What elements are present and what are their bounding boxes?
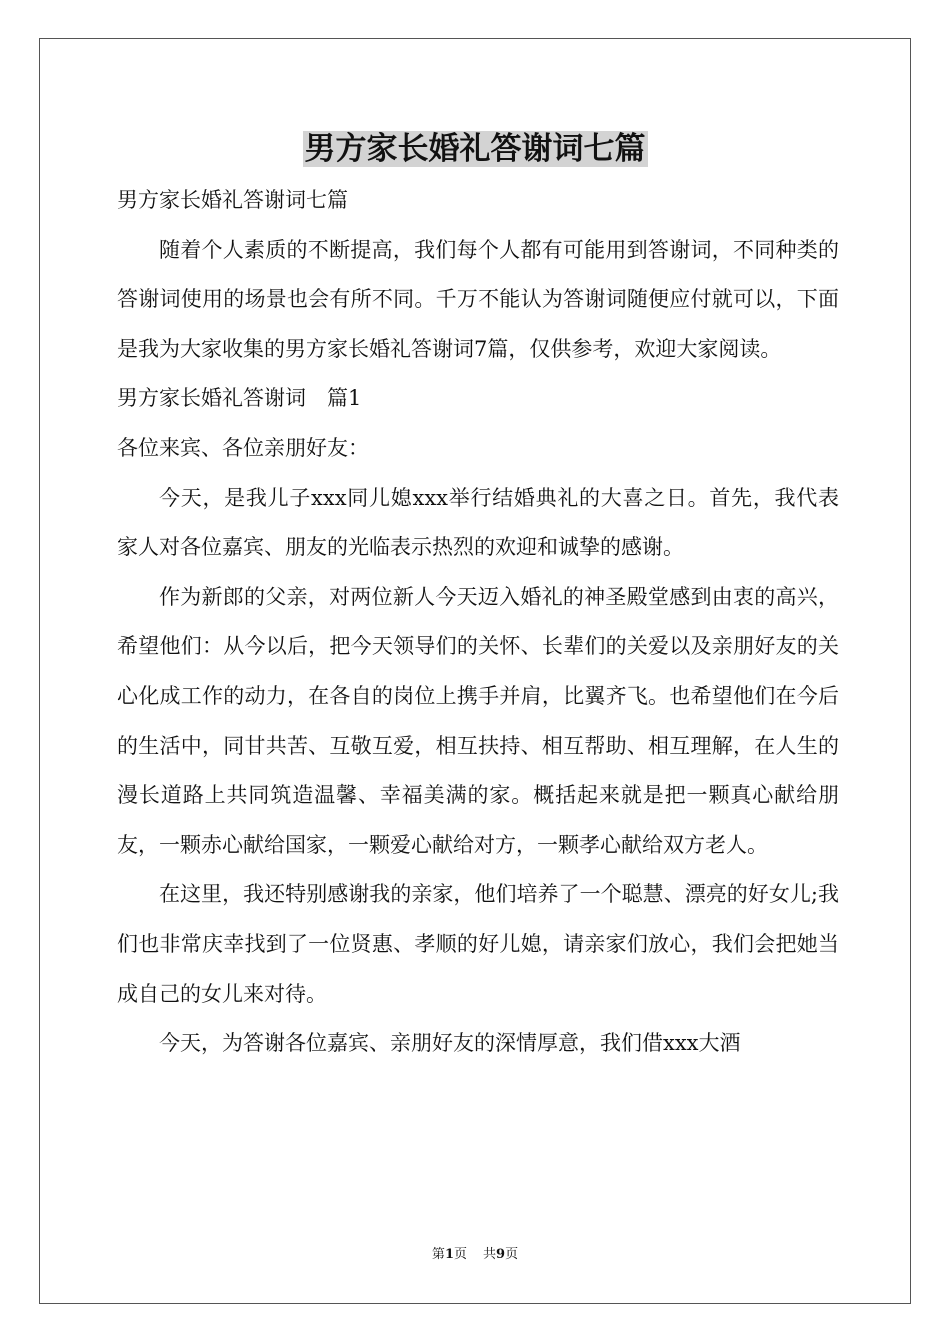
total-prefix: 共	[483, 1247, 497, 1262]
paragraph-body-3: 在这里，我还特别感谢我的亲家，他们培养了一个聪慧、漂亮的好女儿;我们也非常庆幸找到了一位贤惠、孝顺的好儿媳，请亲家们放心，我们会把她当成自己的女儿来对待。	[117, 882, 839, 1006]
document-title-text: 男方家长婚礼答谢词七篇	[304, 131, 646, 167]
document-title	[0, 127, 950, 171]
total-suffix: 页	[505, 1247, 519, 1262]
paragraph-body-4: 今天，为答谢各位嘉宾、亲朋好友的深情厚意，我们借xxx大酒	[159, 1031, 741, 1056]
page-total: 9	[496, 1247, 506, 1262]
page-number: 1	[444, 1247, 454, 1262]
paragraph-section-heading: 男方家长婚礼答谢词 篇1	[117, 386, 362, 411]
paragraph-body-1: 今天，是我儿子xxx同儿媳xxx举行结婚典礼的大喜之日。首先，我代表家人对各位嘉宾、朋友的光临表示热烈的欢迎和诚挚的感谢。	[117, 485, 839, 560]
paragraph-salutation: 各位来宾、各位亲朋好友：	[117, 435, 369, 460]
page-suffix: 页	[453, 1247, 467, 1262]
page-footer	[0, 1246, 950, 1264]
paragraph-body-2: 作为新郎的父亲，对两位新人今天迈入婚礼的神圣殿堂感到由衷的高兴，希望他们：从今以后，把今天领导们的关怀、长辈们的关爱以及亲朋好友的关心化成工作的动力，在各自的岗位上携手并肩，比翼齐飞。也希望他们在今后的生活中，同甘共苦、互敬互爱，相互扶持、相互帮助、相互理解，在人生的漫长道路上共同筑造温馨、幸福美满的家。概括起来就是把一颗真心献给朋友，一颗赤心献给国家，一颗爱心献给对方，一颗孝心献给双方老人。	[117, 584, 839, 857]
document-body	[117, 176, 839, 1069]
paragraph-subtitle: 男方家长婚礼答谢词七篇	[117, 188, 348, 212]
page-prefix: 第	[431, 1247, 445, 1262]
paragraph-intro: 随着个人素质的不断提高，我们每个人都有可能用到答谢词，不同种类的答谢词使用的场景也会有所不同。千万不能认为答谢词随便应付就可以，下面是我为大家收集的男方家长婚礼答谢词7篇，仅供参考，欢迎大家阅读。	[117, 237, 839, 361]
